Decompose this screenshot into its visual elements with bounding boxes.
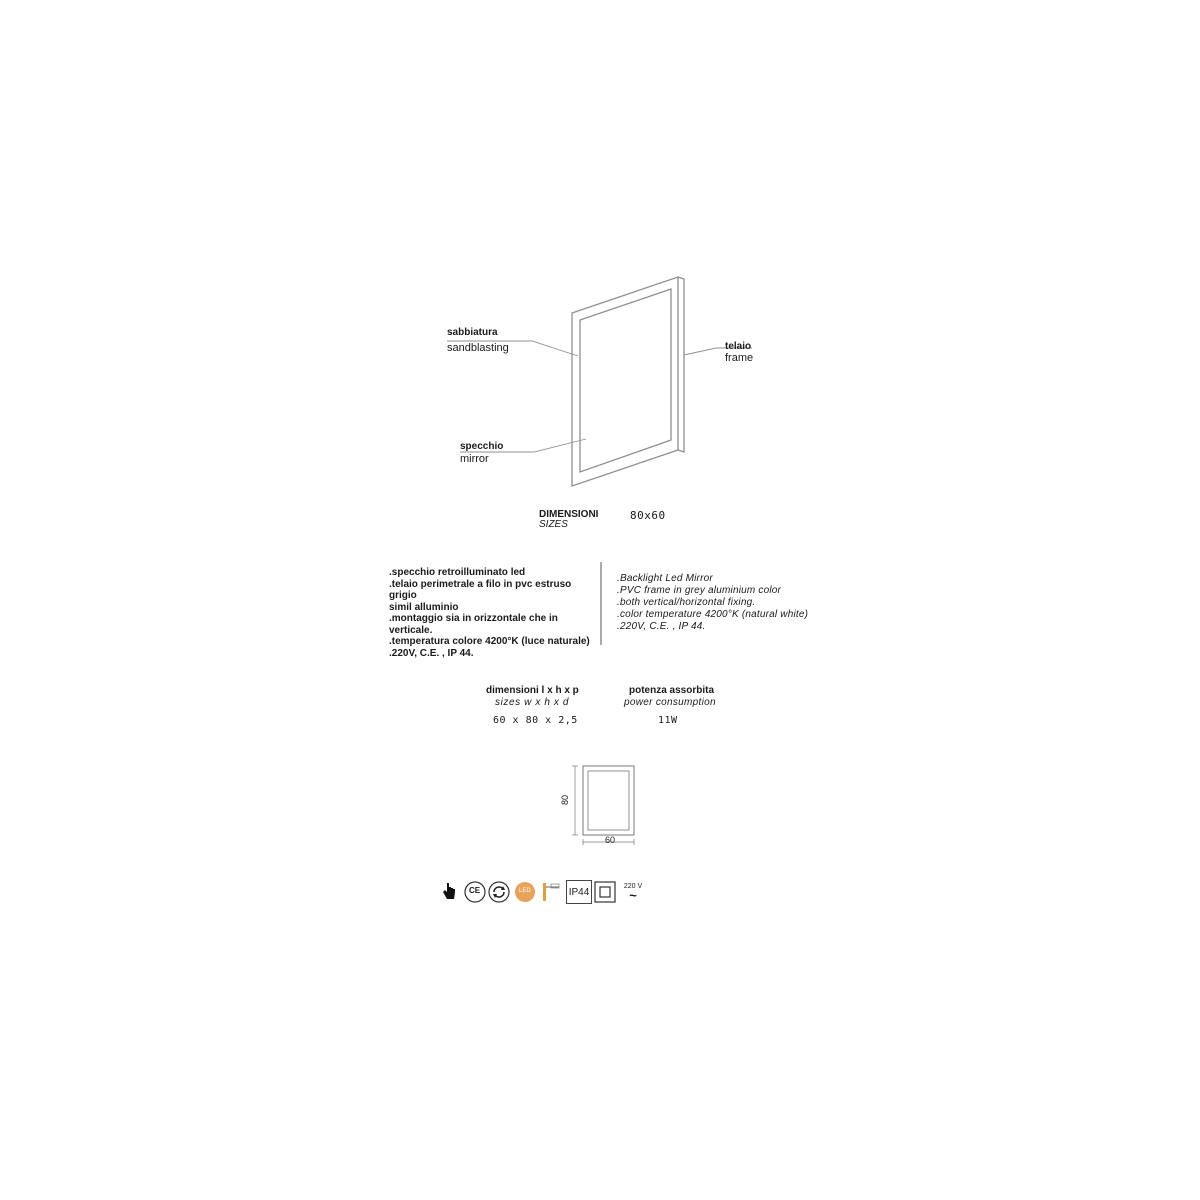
voltage-label: 220 V [623,883,643,890]
label-sandblasting-en: sandblasting [447,342,509,354]
recycle-icon [488,880,510,904]
feature-it: .220V, C.E. , IP 44. [389,647,474,659]
feature-it: .temperatura colore 4200°K (luce naturale) [389,636,590,647]
size-value: 60 x 80 x 2,5 [493,715,578,726]
led-icon-label: LED [519,888,531,894]
mirror-outer-frame [572,277,678,486]
feature-en: .PVC frame in grey aluminium color [617,585,782,596]
mirror-inner-border [580,289,671,472]
dimensions-title-it: DIMENSIONI [539,509,599,520]
power-title-it: potenza assorbita [629,685,715,696]
height-label: 80 [560,794,571,806]
label-frame-it: telaio [725,341,752,352]
feature-en: .220V, C.E. , IP 44. [617,621,706,632]
label-sandblasting-it: sabbiatura [447,327,498,338]
size-title-it: dimensioni l x h x p [486,685,579,696]
feature-it: .specchio retroilluminato led [389,567,526,578]
ac-symbol: ~ [629,888,637,903]
led-strip-icon [541,880,561,904]
ip-rating-icon [566,880,592,904]
mirror-frame-depth [678,277,684,452]
feature-en: .both vertical/horizontal fixing. [617,597,756,608]
led-icon [514,880,536,904]
dimensions-value: 80x60 [630,509,666,522]
feature-en: .Backlight Led Mirror [617,573,713,584]
power-value: 11W [658,715,678,726]
dimensions-title-en: SIZES [539,519,568,530]
ce-mark-label: CE [469,886,481,895]
features-italian [389,567,599,659]
voltage-icon [620,880,646,904]
label-mirror-it: specchio [460,441,504,452]
feature-it: .montaggio sia in orizzontale che in verticale. [389,613,558,636]
double-insulation-icon [594,880,616,904]
front-frame-inner [588,771,629,830]
feature-it: simil alluminio [389,601,459,613]
label-mirror-en: mirror [460,453,489,465]
width-label: 60 [605,835,616,845]
size-title-en: sizes w x h x d [495,697,570,708]
ip-rating-label: IP44 [568,886,590,898]
feature-en: .color temperature 4200°K (natural white) [617,609,809,620]
label-frame-en: frame [725,352,754,364]
touch-hand-icon [441,880,457,904]
power-title-en: power consumption [624,697,716,708]
features-english [617,573,837,633]
feature-it: .telaio perimetrale a filo in pvc estruso grigio [389,578,572,601]
front-frame-outer [583,766,634,835]
ce-mark-icon [464,880,486,904]
